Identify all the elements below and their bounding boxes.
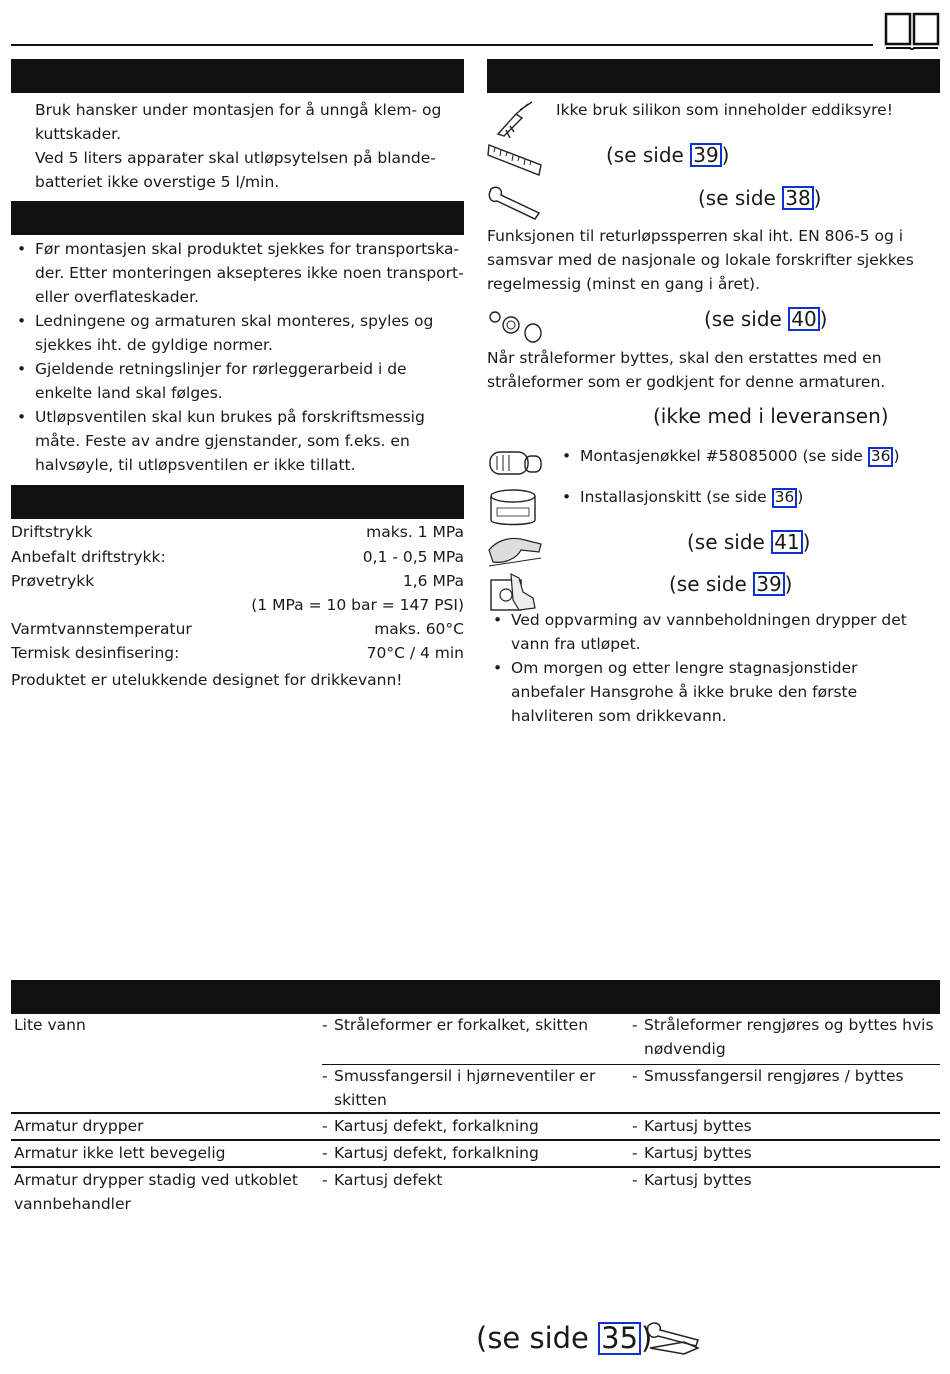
- text-line: Ved 5 liters apparater skal utløpsytelsen på blande-: [35, 149, 436, 167]
- aerator-icon: [487, 307, 545, 345]
- list-item: • Installasjonskitt (se side 36 ): [556, 485, 946, 509]
- text-line: Bruk hansker under montasjen for å unngå klem- og: [35, 101, 442, 119]
- handle-operation-icon: [489, 572, 539, 612]
- spec-row: Anbefalt driftstrykk: 0,1 - 0,5 MPa: [11, 548, 464, 566]
- list-item: • Utløpsventilen skal kun brukes på forskriftsmessig måte. Feste av andre gjenstander, som f.eks. en halvsøyle, til utløpsventilen er ikke tillatt.: [11, 405, 466, 477]
- backflow-text: Funksjonen til returløpssperren skal iht. EN 806-5 og i samsvar med de nasjonale og lokale forskrifter sjekkes regelmessig (minst en gang i året).: [487, 227, 914, 293]
- list-item: • Før montasjen skal produktet sjekkes for transportska- der. Etter monteringen aksepteres ikke noen transport- eller overflateskader.: [11, 237, 466, 309]
- fix-cell: - Smussfangersil rengjøres / byttes: [632, 1067, 904, 1085]
- safety-header-bar: [11, 59, 464, 93]
- mounting-key-icon: [487, 444, 545, 482]
- cause-cell: - Smussfangersil i hjørneventiler er skitten: [322, 1067, 596, 1109]
- page-link-39b[interactable]: 39: [753, 572, 784, 596]
- text-line: kuttskader.: [35, 125, 122, 143]
- spec-row: Varmtvannstemperatur maks. 60°C: [11, 620, 464, 638]
- accessory-list: [556, 444, 946, 468]
- page-link-36[interactable]: 36: [868, 447, 894, 467]
- drinking-note: Produktet er utelukkende designet for drikkevann!: [11, 671, 403, 689]
- page-link-41[interactable]: 41: [771, 530, 802, 554]
- troubleshooting-header-bar: [11, 980, 940, 1014]
- spec-row: Driftstrykk maks. 1 MPa: [11, 523, 464, 541]
- page-link-40[interactable]: 40: [788, 307, 819, 331]
- header-rule: [11, 44, 873, 46]
- page-link-38[interactable]: 38: [782, 186, 813, 210]
- cleaning-hand-icon: [487, 530, 543, 568]
- page-link-36b[interactable]: 36: [772, 488, 798, 508]
- ref-ruler: (se side 39 ): [606, 143, 730, 167]
- fix-cell: - Kartusj byttes: [632, 1117, 752, 1135]
- silicone-note: Ikke bruk silikon som inneholder eddiksyre!: [556, 101, 893, 119]
- problem-cell: Armatur ikke lett bevegelig: [14, 1144, 226, 1162]
- fix-cell: - Kartusj byttes: [632, 1144, 752, 1162]
- cause-cell: - Kartusj defekt, forkalkning: [322, 1117, 539, 1135]
- list-item: • Om morgen og etter lengre stagnasjonstider anbefaler Hansgrohe å ikke bruke den første halvliteren som drikkevann.: [487, 656, 942, 728]
- cause-cell: - Stråleformer er forkalket, skitten: [322, 1016, 589, 1034]
- cause-cell: - Kartusj defekt, forkalkning: [322, 1144, 539, 1162]
- page-link-35[interactable]: 35: [598, 1322, 641, 1355]
- list-item: • Ved oppvarming av vannbeholdningen drypper det vann fra utløpet.: [487, 608, 942, 656]
- footer-ref: (se side 35 ): [476, 1321, 653, 1355]
- list-item: • Gjeldende retningslinjer for rørleggerarbeid i de enkelte land skal følges.: [11, 357, 466, 405]
- install-header-bar: [11, 201, 464, 235]
- problem-cell: Lite vann: [14, 1016, 86, 1034]
- fix-cell: - Stråleformer rengjøres og byttes hvis nødvendig: [632, 1016, 934, 1058]
- aerator-text: Når stråleformer byttes, skal den erstattes med en stråleformer som er godkjent for denne armaturen.: [487, 349, 886, 391]
- ref-wrench: (se side 38 ): [698, 186, 822, 210]
- ref-aerator: (se side 40 ): [704, 307, 828, 331]
- text-line: batteriet ikke overstige 5 l/min.: [35, 173, 280, 191]
- not-included-heading: (ikke med i leveransen): [653, 404, 889, 428]
- spec-row: (1 MPa = 10 bar = 147 PSI): [251, 596, 464, 614]
- hygiene-bullets: [487, 608, 942, 728]
- installation-kit-icon: [487, 488, 539, 528]
- list-item: • Montasjenøkkel #58085000 (se side 36 ): [556, 444, 946, 468]
- safety-text: [35, 98, 465, 194]
- spec-row: Prøvetrykk 1,6 MPa: [11, 572, 464, 590]
- specs-header-bar: [11, 485, 464, 519]
- wrench-icon: [487, 185, 543, 221]
- fix-cell: - Kartusj byttes: [632, 1171, 752, 1189]
- list-item: • Ledningene og armaturen skal monteres, spyles og sjekkes iht. de gyldige normer.: [11, 309, 466, 357]
- ref-cleaning: (se side 41 ): [687, 530, 811, 554]
- ruler-icon: [487, 143, 543, 179]
- problem-cell: Armatur drypper: [14, 1117, 144, 1135]
- problem-cell: Armatur drypper stadig ved utkoblet vannbehandler: [14, 1171, 299, 1213]
- book-icon: [884, 10, 940, 50]
- install-bullets: [11, 237, 466, 477]
- cause-cell: - Kartusj defekt: [322, 1171, 443, 1189]
- maintenance-header-bar: [487, 59, 940, 93]
- spec-row: Termisk desinfisering: 70°C / 4 min: [11, 644, 464, 662]
- accessory-list-2: [556, 485, 946, 509]
- silicone-gun-icon: [494, 100, 538, 138]
- tools-icon: [644, 1318, 702, 1358]
- ref-handle: (se side 39 ): [669, 572, 793, 596]
- page-link-39[interactable]: 39: [690, 143, 721, 167]
